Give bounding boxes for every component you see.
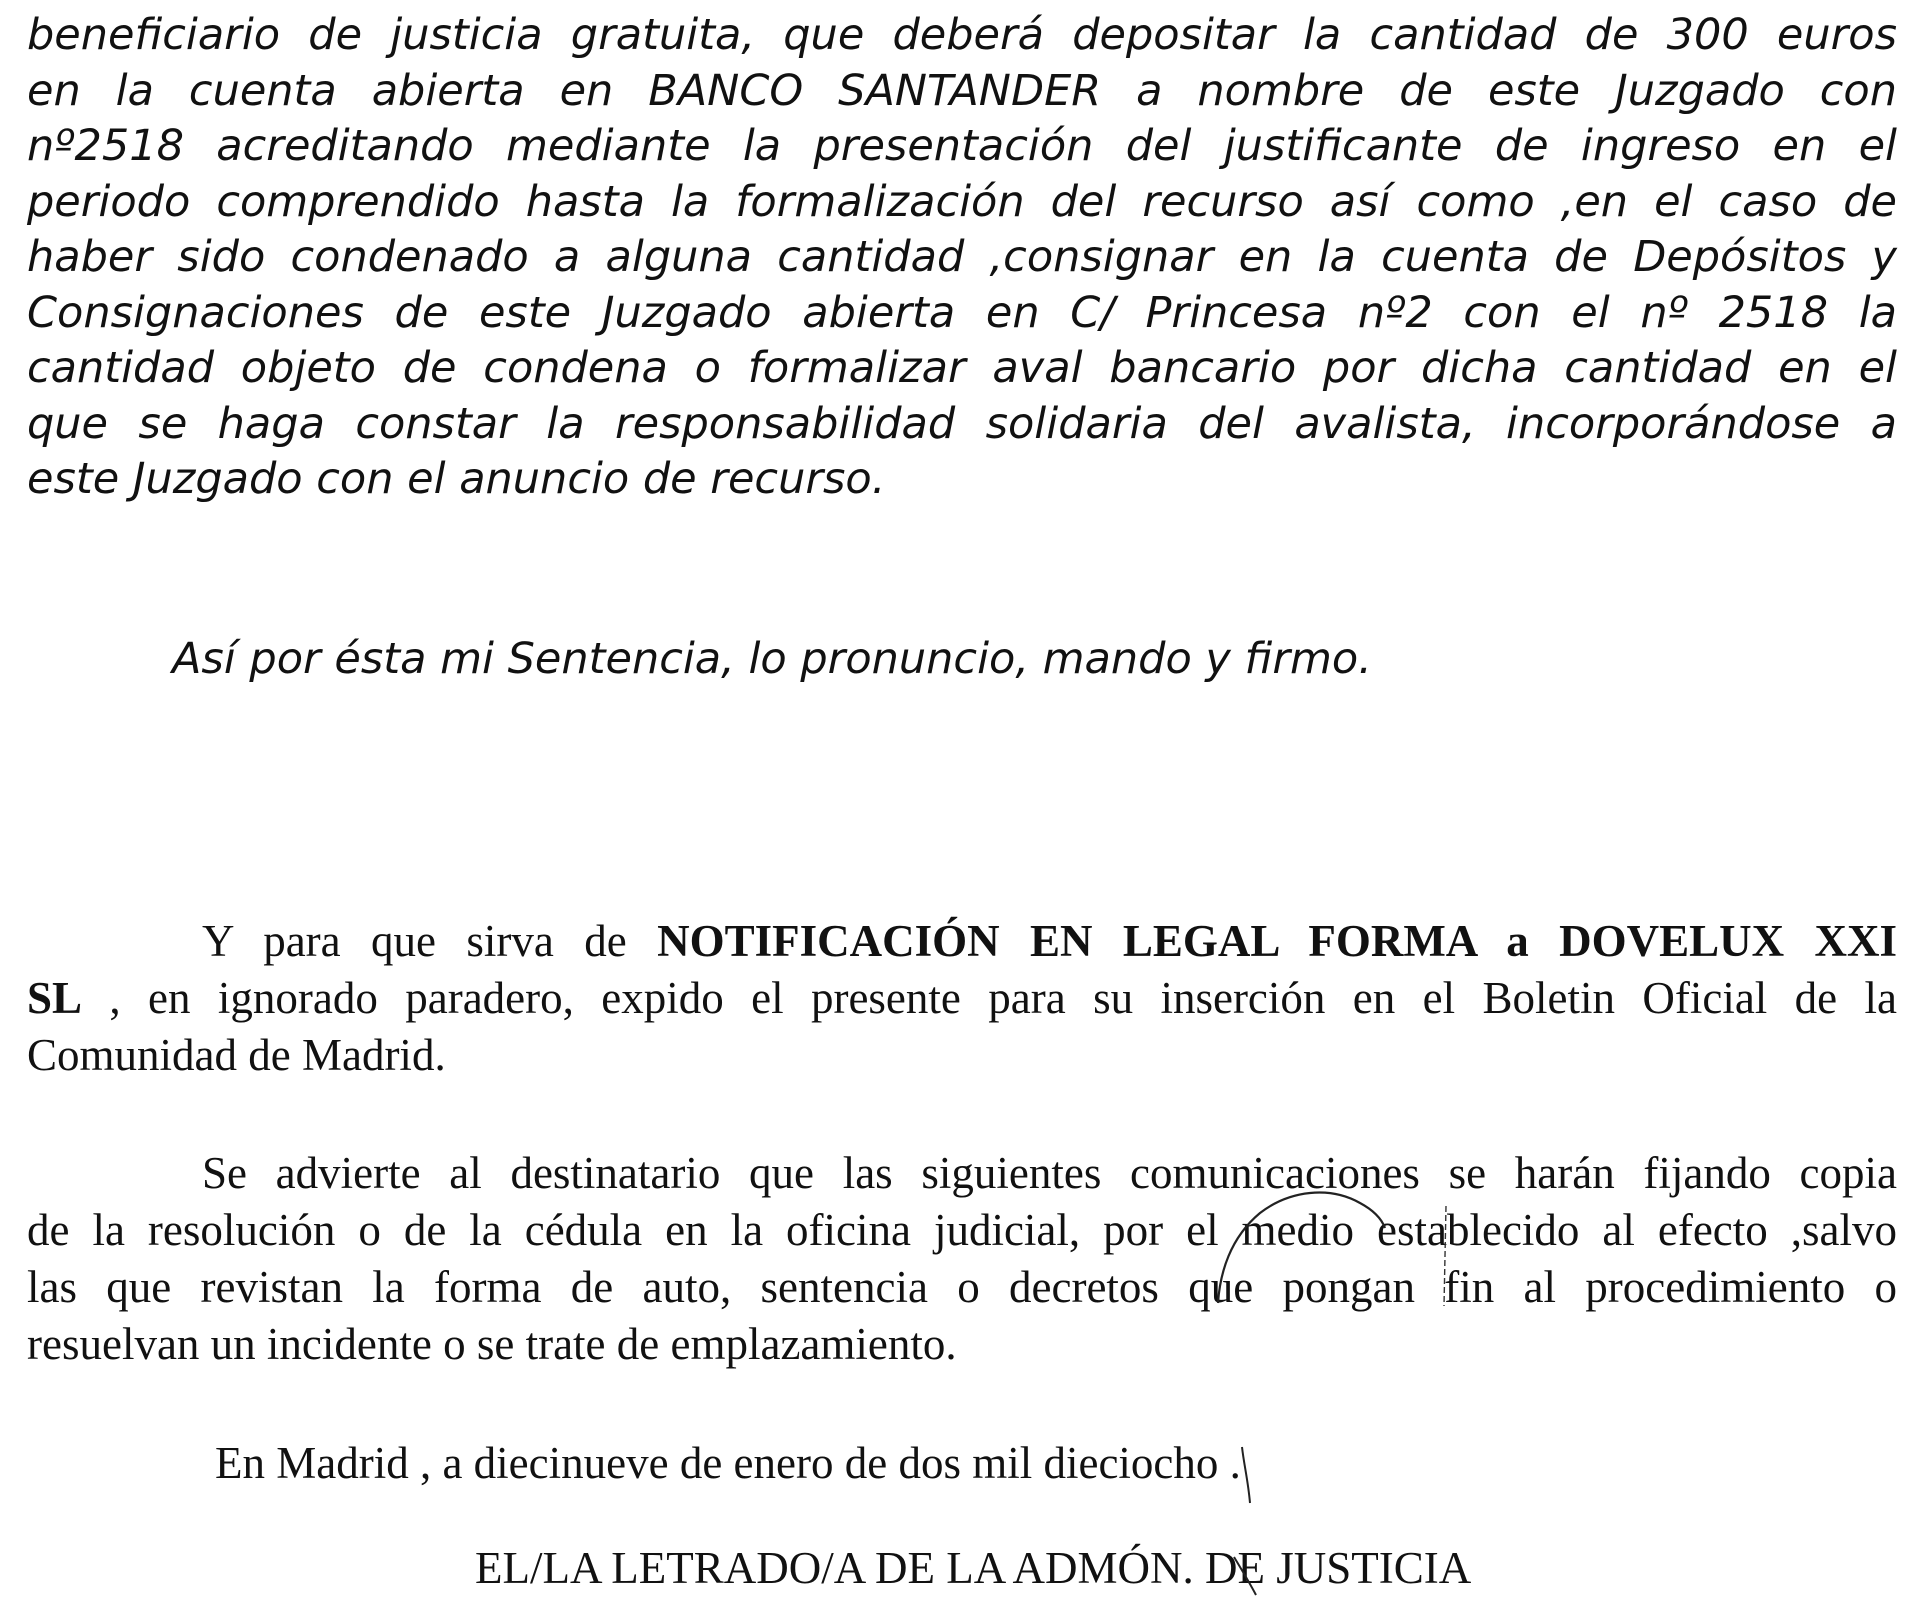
paragraph-line: periodo comprendido hasta la formalización del recurso así como ,en el caso de	[27, 176, 1897, 227]
notification-prefix: Y para que sirva de	[202, 916, 658, 966]
advisory-line: de la resolución o de la cédula en la oficina judicial, por el medio establecido al efecto ,salvo	[27, 1205, 1897, 1255]
sentence-closing-line: Así por ésta mi Sentencia, lo pronuncio, mando y firmo.	[172, 634, 1372, 684]
notification-heading: NOTIFICACIÓN EN LEGAL FORMA a DOVELUX XXI	[657, 916, 1897, 966]
advisory-line: Se advierte al destinatario que las siguientes comunicaciones se harán fijando copia	[202, 1148, 1897, 1198]
paragraph-line: Consignaciones de este Juzgado abierta en C/ Princesa nº2 con el nº 2518 la	[27, 287, 1897, 338]
paragraph-line: este Juzgado con el anuncio de recurso.	[27, 454, 886, 504]
date-line: En Madrid , a diecinueve de enero de dos mil dieciocho .	[215, 1438, 1241, 1488]
paragraph-line: en la cuenta abierta en BANCO SANTANDER a nombre de este Juzgado con	[27, 65, 1897, 116]
paragraph-line: que se haga constar la responsabilidad solidaria del avalista, incorporándose a	[27, 398, 1897, 449]
notification-line-2	[27, 970, 1897, 1027]
appeal-deposit-paragraph	[27, 8, 1897, 508]
signature-title: EL/LA LETRADO/A DE LA ADMÓN. DE JUSTICIA	[475, 1543, 1472, 1593]
notification-text: , en ignorado paradero, expido el presente para su inserción en el Boletin Oficial de la	[82, 973, 1897, 1023]
paragraph-line: beneficiario de justicia gratuita, que deberá depositar la cantidad de 300 euros	[27, 10, 1897, 60]
notification-line-3: Comunidad de Madrid.	[27, 1030, 446, 1080]
paragraph-line: nº2518 acreditando mediante la presentación del justificante de ingreso en el	[27, 121, 1897, 171]
company-suffix: SL	[27, 973, 83, 1023]
advisory-line: las que revistan la forma de auto, sentencia o decretos que pongan fin al procedimiento o	[27, 1262, 1897, 1312]
notification-line-1	[27, 913, 1897, 970]
advisory-paragraph	[27, 1145, 1897, 1373]
notification-paragraph	[27, 913, 1897, 1084]
advisory-line: resuelvan un incidente o se trate de emplazamiento.	[27, 1319, 957, 1369]
paragraph-line: haber sido condenado a alguna cantidad ,consignar en la cuenta de Depósitos y	[27, 232, 1897, 282]
paragraph-line: cantidad objeto de condena o formalizar aval bancario por dicha cantidad en el	[27, 343, 1897, 393]
